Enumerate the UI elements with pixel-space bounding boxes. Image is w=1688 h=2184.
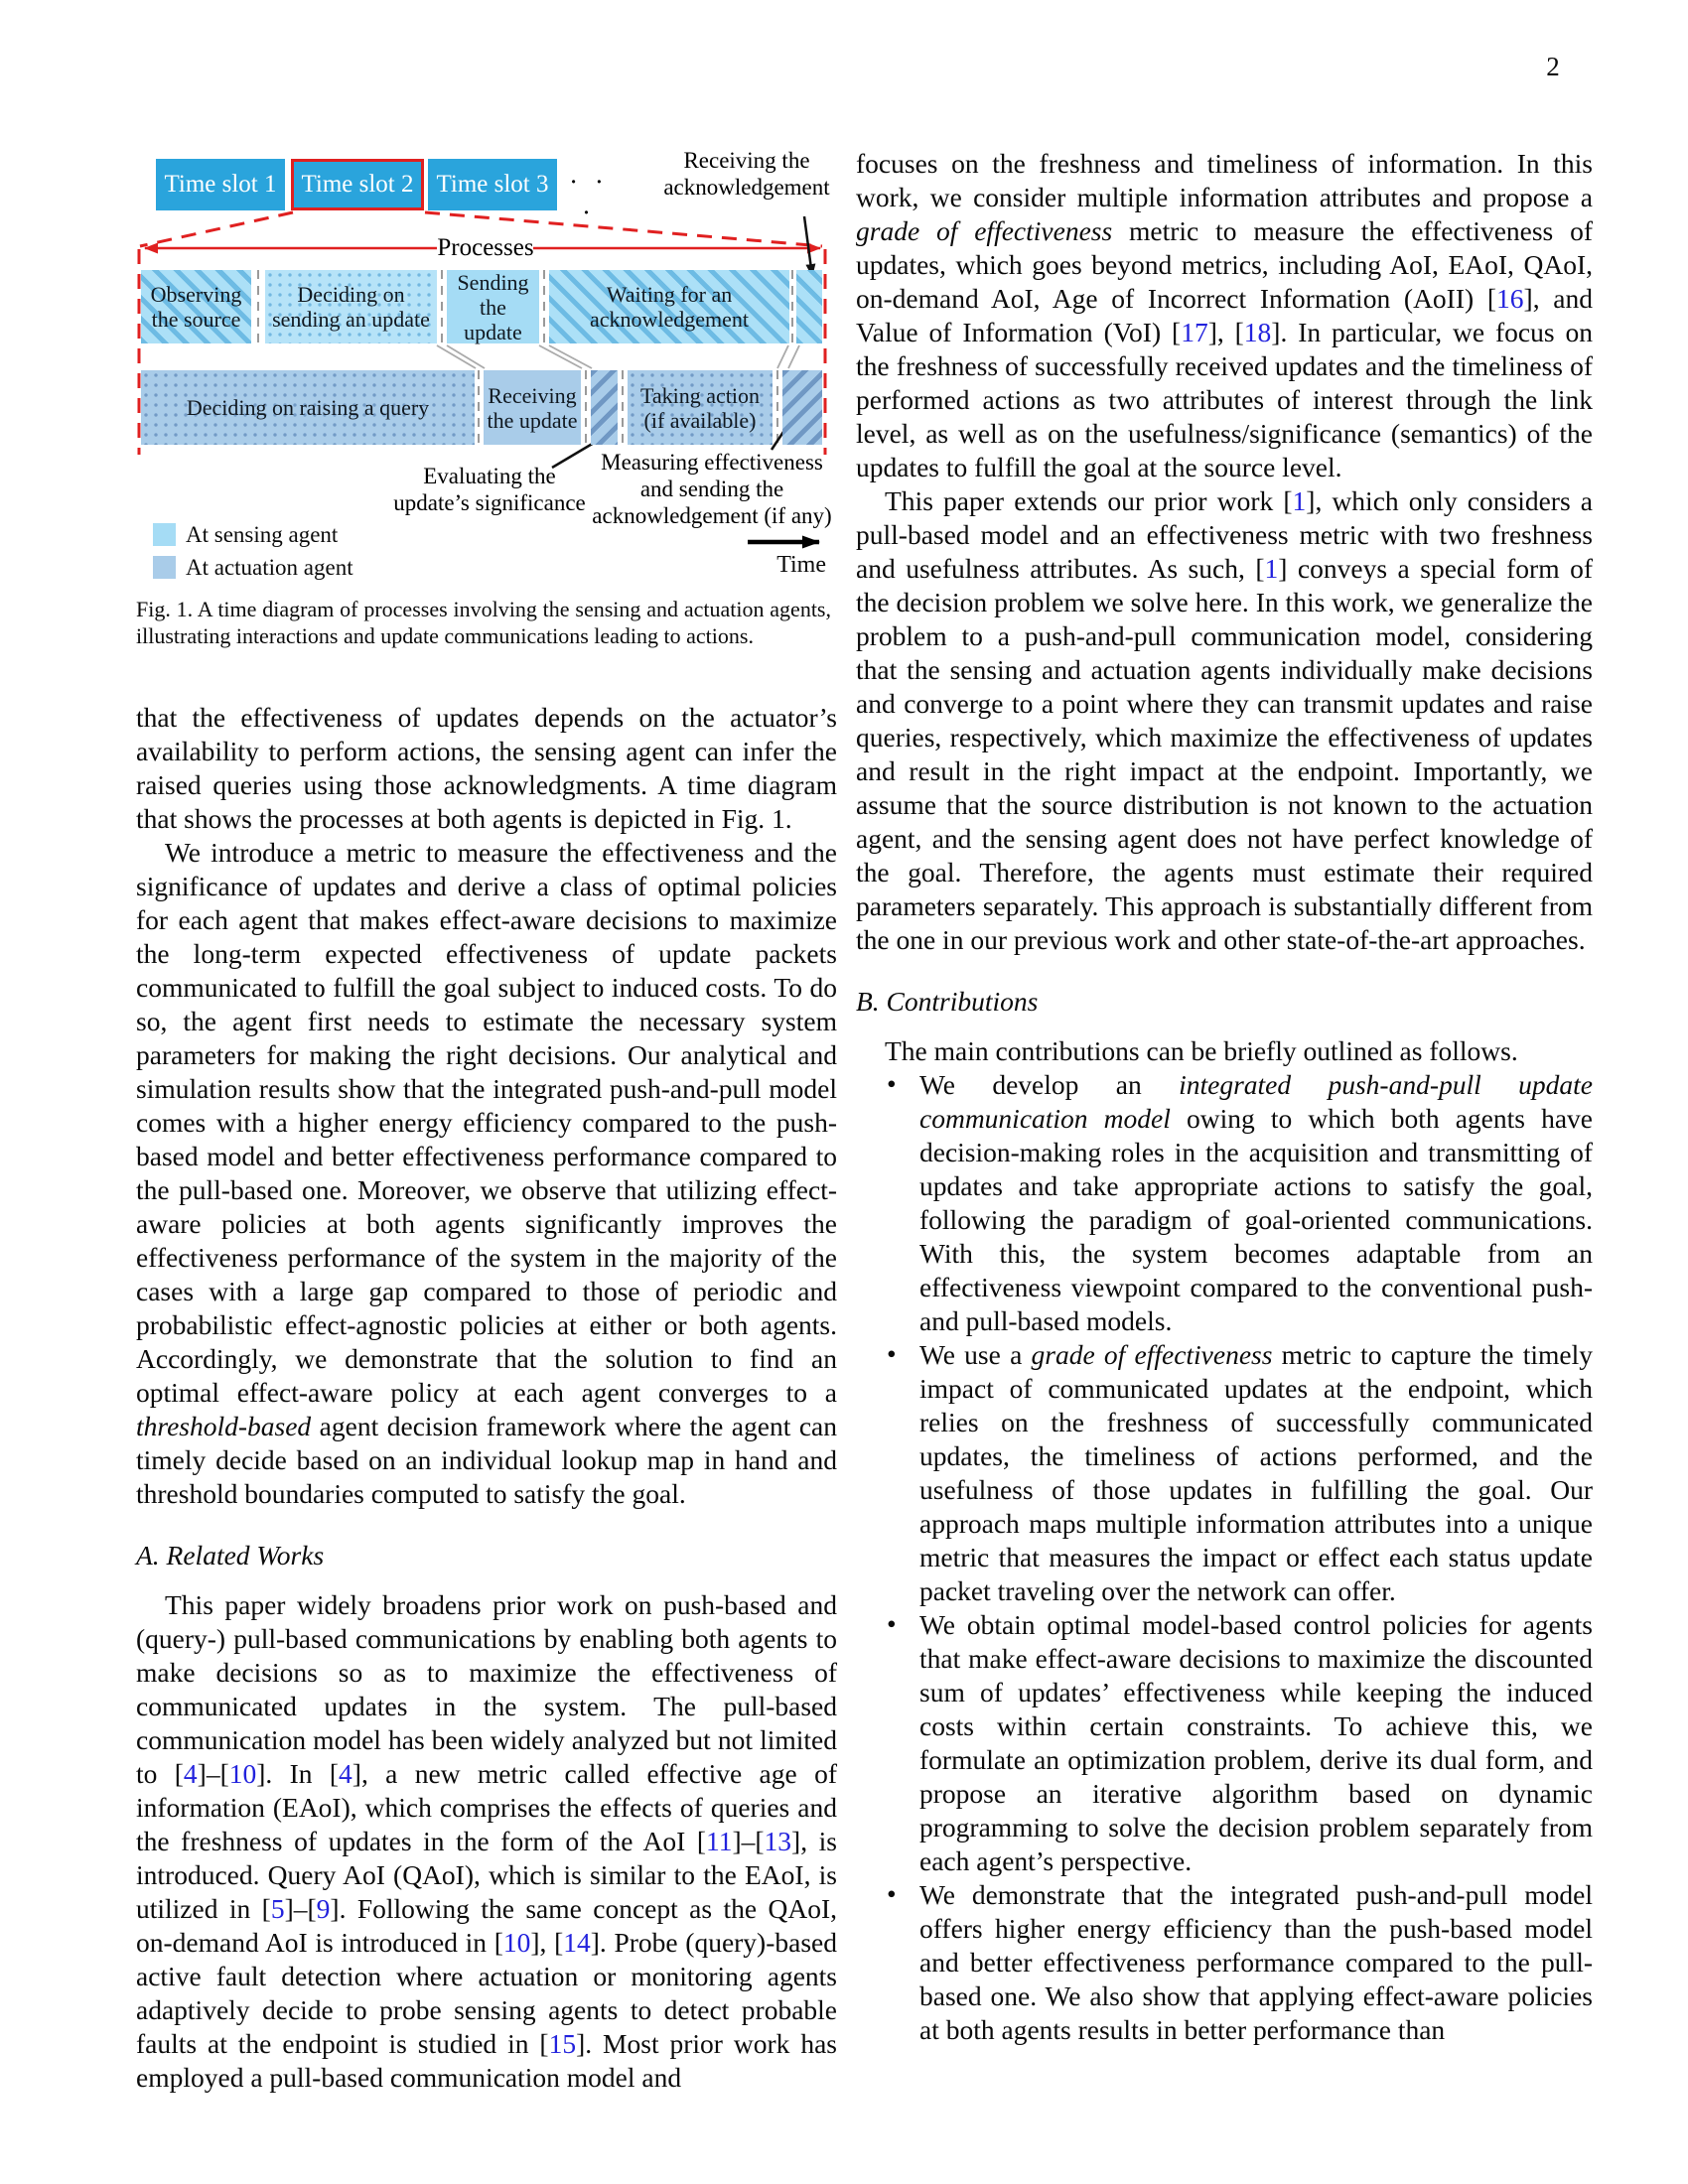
citation-link[interactable]: 4 [183,1758,198,1789]
process-sending-update: Sending the update [447,270,539,343]
bullet-item [856,1608,1593,1878]
text-run: ], and Value of Information (VoI) [ [856,283,1593,347]
paragraph [856,147,1593,484]
text-run: ], a new metric called effective age of information (EAoI), which comprises the effects of queries and the freshness of updates in the form of the AoI [ [136,1758,837,1856]
bullet-text [919,1878,1593,2047]
bullet-text [919,1608,1593,1878]
left-column [136,701,837,2095]
text-run: We develop an [919,1069,1180,1100]
citation-link[interactable]: 10 [502,1927,531,1958]
citation-link[interactable]: 11 [705,1826,733,1856]
process-observing-source: Observing the source [141,270,251,343]
paragraph [856,1034,1593,1068]
citation-link[interactable]: 13 [764,1826,792,1856]
text-run: ], [ [1207,317,1244,347]
bullet-icon: • [887,1068,897,1099]
text-run: This paper widely broadens prior work on push-based and (query-) pull-based communications by enabling both agents to make decisions so as to maximize the effectiveness of communicated updates in the system. The pull-based communication model has been widely analyzed but not limited to [ [136,1589,837,1789]
bullet-item [856,1338,1593,1608]
bullet-text [919,1338,1593,1608]
process-deciding-sending: Deciding on sending an update [265,270,437,343]
process-receiving-ack-strip [796,270,822,343]
text-run: ]. Most prior work has employed a pull-based communication model and [136,2028,837,2093]
funnel-connectors [437,345,799,368]
text-run: ], which only considers a pull-based model and an effectiveness metric with two freshness and usefulness attributes. As such, [ [856,485,1593,584]
citation-link[interactable]: 9 [316,1893,331,1924]
bullet-item [856,1878,1593,2047]
legend-swatch-actuation [153,556,176,579]
emphasis-text: grade of effectiveness [1031,1339,1273,1370]
text-run: ]. Probe (query)-based active fault detection where actuation or monitoring agents adaptively decide to probe sensing agents to detect probable faults at the endpoint is studied in [ [136,1927,837,2059]
label-evaluating: Evaluating the update’s significance [393,464,586,515]
bullet-icon: • [887,1878,897,1909]
text-run: ]. In [ [256,1758,340,1789]
section-heading-contributions: B. Contributions [856,986,1039,1017]
figure-1 [136,107,831,584]
label-processes: Processes [437,234,534,261]
text-run: ] conveys a special form of the decision problem we solve here. In this work, we generalize the problem to a push-and-pull communication model, considering that the sensing and actuation agents individually make decisions and converge to a point where they can transmit updates and raise queries, respectively, which maximize the effectiveness of updates and result in the right impact at the endpoint. Importantly, we assume that the source distribution is not known to the actuation agent, and the sensing agent does not have perfect knowledge of the goal. Therefore, the agents must estimate their required parameters separately. This approach is substantially different from the one in our previous work and other state-of-the-art approaches. [856,553,1593,955]
text-run: ], [ [530,1927,564,1958]
section-heading-related-works: A. Related Works [136,1540,325,1570]
text-run: metric to capture the timely impact of communicated updates at the endpoint, which relies on the freshness of successfully communicated updates, the timeliness of actions performed, and the usefulness of those updates in fulfilling the goal. Our approach maps multiple information attributes into a unique metric that measures the impact or effect each status update packet traveling over the network can offer. [919,1339,1593,1606]
bullet-icon: • [887,1338,897,1369]
figure-caption: Fig. 1. A time diagram of processes involving the sensing and actuation agents, illustrating interactions and update communications leading to actions. [136,597,831,648]
text-run: The main contributions can be briefly outlined as follows. [885,1035,1518,1066]
paragraph [136,701,837,836]
bullet-icon: • [887,1608,897,1639]
text-run: metric to measure the effectiveness of updates, which goes beyond metrics, including AoI, EAoI, QAoI, on-demand AoI, Age of Incorrect Information (AoII) [ [856,215,1593,314]
citation-link[interactable]: 4 [339,1758,352,1789]
legend-label-actuation: At actuation agent [186,555,353,580]
citation-link[interactable]: 15 [548,2028,577,2059]
text-run: agent decision framework where the agent can timely decide based on an individual lookup map in hand and threshold boundaries computed to satisfy the goal. [136,1411,837,1509]
text-run: ], is introduced. Query AoI (QAoI), which is similar to the EAoI, is utilized in [ [136,1826,837,1924]
citation-link[interactable]: 14 [563,1927,591,1958]
process-evaluating-strip [591,370,618,445]
paragraph [136,1588,837,2095]
process-deciding-query: Deciding on raising a query [141,370,475,445]
text-run: ]–[ [284,1893,317,1924]
right-column [856,147,1593,2047]
text-run: ]. In particular, we focus on the freshness of successfully received updates and the timeliness of performed actions as two attributes of interest through the link level, as well as on the usefulness/significance (semantics) of the updates to fulfill the goal at the source level. [856,317,1593,482]
text-run: that the effectiveness of updates depends on the actuator’s availability to perform actions, the sensing agent can infer the raised queries using those acknowledgments. A time diagram that shows the processes at both agents is depicted in Fig. 1. [136,702,837,834]
citation-link[interactable]: 10 [228,1758,257,1789]
text-run: We introduce a metric to measure the effectiveness and the significance of updates and derive a class of optimal policies for each agent that makes effect-aware decisions to maximize the long-term expected effectiveness of update packets communicated to fulfill the goal subject to induced costs. To do so, the agent first needs to estimate the necessary system parameters for making the right decisions. Our analytical and simulation results show that the integrated push-and-pull model comes with a higher energy efficiency compared to the push-based model and better effectiveness performance compared to the pull-based one. Moreover, we observe that utilizing effect-aware policies at both agents significantly improves the effectiveness performance of the system in the majority of the cases with a large gap compared to those of periodic and probabilistic effect-agnostic policies at either or both agents. Accordingly, we demonstrate that the solution to find an optimal effect-aware policy at each agent converges to a [136,837,837,1408]
time-slot-2-highlighted: Time slot 2 [291,159,424,210]
citation-link[interactable]: 16 [1496,283,1524,314]
legend-swatch-sensing [153,523,176,546]
text-run: We obtain optimal model-based control policies for agents that make effect-aware decisions to maximize the discounted sum of updates’ effectiveness while keeping the induced costs within certain constraints. To achieve this, we formulate an optimization problem, derive its dual form, and propose an iterative algorithm based on dynamic programming to solve the decision problem separately from each agent’s perspective. [919,1609,1593,1876]
process-receiving-update: Receiving the update [484,370,581,445]
process-measuring-strip [782,370,822,445]
paragraph [136,836,837,1511]
label-measuring: Measuring effectiveness and sending the acknowledgement (if any) [592,450,832,528]
citation-link[interactable]: 1 [1292,485,1307,516]
process-taking-action: Taking action (if available) [628,370,773,445]
text-run: ]. Following the same concept as the QAoI, on-demand AoI is introduced in [ [136,1893,837,1958]
text-run: ]–[ [732,1826,765,1856]
page-number: 2 [1546,52,1560,81]
process-waiting-ack: Waiting for an acknowledgement [549,270,789,343]
bullet-text [919,1068,1593,1338]
citation-link[interactable]: 18 [1243,317,1272,347]
citation-link[interactable]: 1 [1264,553,1279,584]
time-slot-1: Time slot 1 [156,159,285,210]
time-slot-3: Time slot 3 [428,159,557,210]
bullet-item [856,1068,1593,1338]
legend-label-sensing: At sensing agent [186,522,339,547]
label-receiving-ack: Receiving the acknowledgement [663,148,830,200]
ellipsis-dots-icon: · · · [569,167,609,227]
emphasis-text: integrated push-and-pull update communication model [919,1069,1593,1134]
text-run: owing to which both agents have decision-making roles in the acquisition and transmitting of updates and take appropriate actions to satisfy the goal, following the paradigm of goal-oriented communications. With this, the system becomes adaptable from an effectiveness viewpoint compared to the conventional push- and pull-based models. [919,1103,1594,1336]
citation-link[interactable]: 5 [270,1893,285,1924]
label-time-axis: Time [776,552,826,578]
paragraph [856,484,1593,957]
text-run: focuses on the freshness and timeliness of information. In this work, we consider multiple information attributes and propose a [856,148,1593,212]
text-run: We use a [919,1339,1032,1370]
emphasis-text: grade of effectiveness [856,215,1113,246]
text-run: We demonstrate that the integrated push-and-pull model offers higher energy efficiency than the push-based model and better effectiveness performance compared to the pull-based one. We also show that applying effect-aware policies at both agents results in better performance than [919,1879,1593,2045]
text-run: This paper extends our prior work [ [885,485,1293,516]
citation-link[interactable]: 17 [1181,317,1208,347]
text-run: ]–[ [197,1758,229,1789]
emphasis-text: threshold-based [136,1411,312,1441]
